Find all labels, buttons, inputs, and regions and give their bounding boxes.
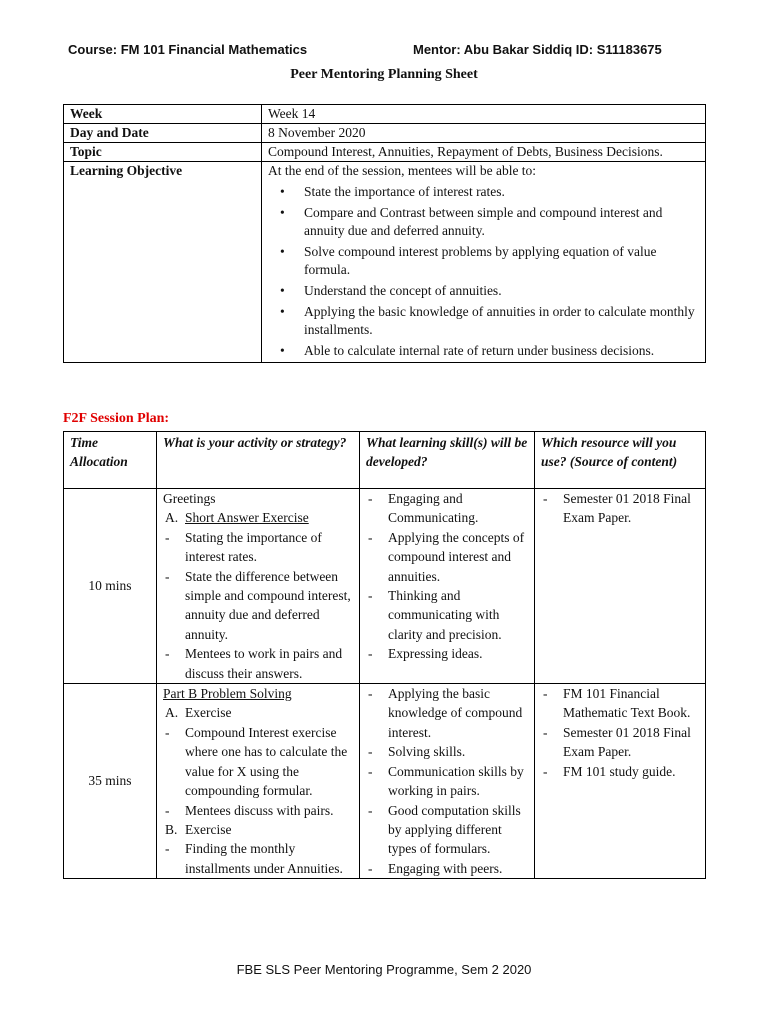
resource-item: - FM 101 Financial Mathematic Text Book. [541,684,699,723]
skill-item: - Good computation skills by applying different types of formulars. [366,801,528,859]
section-title: Exercise [185,705,232,721]
time-header: Time Allocation [64,432,157,489]
skills-list [366,489,528,664]
skill-item: - Thinking and communicating with clarity and precision. [366,586,528,644]
skills-list [366,684,528,878]
topic-row [64,143,706,162]
activity-header: What is your activity or strategy? [157,432,360,489]
skills-header: What learning skill(s) will be developed? [360,432,535,489]
plan-row-2 [64,684,706,879]
week-row [64,105,706,124]
date-value: 8 November 2020 [262,124,706,143]
skills-cell [360,489,535,684]
page-footer: FBE SLS Peer Mentoring Programme, Sem 2 2020 [236,962,532,977]
exercise-b-heading [163,820,353,839]
objective-item: • State the importance of interest rates. [268,183,699,201]
skill-item: - Solving skills. [366,742,528,761]
skill-item: - Communication skills by working in pairs. [366,762,528,801]
skill-item: - Engaging with peers. [366,859,528,878]
topic-value: Compound Interest, Annuities, Repayment of Debts, Business Decisions. [262,143,706,162]
skills-cell [360,684,535,879]
part-b-title: Part B Problem Solving [163,686,292,702]
activity-list [163,528,353,683]
objective-item: • Solve compound interest problems by applying equation of value formula. [268,243,699,279]
section-a-heading [163,508,353,527]
activity-item: - State the difference between simple and compound interest, annuity due and deferred annuity. [163,567,353,645]
objective-intro: At the end of the session, mentees will be able to: [268,163,537,178]
objective-row [64,162,706,363]
objective-item: • Applying the basic knowledge of annuities in order to calculate monthly installments. [268,303,699,339]
activity-item: - Finding the monthly installments under Annuities. [163,839,353,878]
activity-item: - Mentees to work in pairs and discuss their answers. [163,644,353,683]
exercise-a-heading [163,703,353,722]
objective-label: Learning Objective [64,162,262,363]
resource-list [541,489,699,528]
resource-header: Which resource will you use? (Source of content) [535,432,706,489]
objective-list [268,183,699,360]
resource-item: - Semester 01 2018 Final Exam Paper. [541,489,699,528]
activity-list [163,723,353,820]
skill-item: - Applying the basic knowledge of compound interest. [366,684,528,742]
resource-item: - Semester 01 2018 Final Exam Paper. [541,723,699,762]
activity-item: - Stating the importance of interest rates. [163,528,353,567]
section-title: Short Answer Exercise [185,510,309,526]
plan-row-1 [64,489,706,684]
topic-label: Topic [64,143,262,162]
objective-item: • Understand the concept of annuities. [268,282,699,300]
activity-cell [157,489,360,684]
course-label: Course: FM 101 Financial Mathematics [68,42,308,57]
resource-cell [535,684,706,879]
mentor-label: Mentor: Abu Bakar Siddiq ID: S11183675 [413,42,662,57]
activity-item: - Compound Interest exercise where one has to calculate the value for X using the compounding formular. [163,723,353,801]
info-table [63,104,706,363]
time-cell: 10 mins [64,489,157,684]
week-value: Week 14 [262,105,706,124]
activity-list [163,839,353,878]
greeting-text: Greetings [163,491,216,506]
activity-item: - Mentees discuss with pairs. [163,801,353,820]
week-label: Week [64,105,262,124]
document-title: Peer Mentoring Planning Sheet [290,67,478,82]
resource-item: - FM 101 study guide. [541,762,699,781]
skill-item: - Expressing ideas. [366,644,528,663]
date-label: Day and Date [64,124,262,143]
activity-cell [157,684,360,879]
session-plan-table [63,431,706,879]
date-row [64,124,706,143]
time-cell: 35 mins [64,684,157,879]
skill-item: - Engaging and Communicating. [366,489,528,528]
page-header [68,42,708,62]
section-letter: A. [165,510,179,526]
section-title: Exercise [185,821,232,837]
resource-list [541,684,699,781]
objective-item: • Able to calculate internal rate of return under business decisions. [268,342,699,360]
skill-item: - Applying the concepts of compound interest and annuities. [366,528,528,586]
plan-header-row [64,432,706,489]
objective-cell [262,162,706,363]
objective-item: • Compare and Contrast between simple and compound interest and annuity due and deferred annuity. [268,204,699,240]
resource-cell [535,489,706,684]
section-letter: B. [165,821,178,837]
section-letter: A. [165,705,179,721]
session-plan-title: F2F Session Plan: [63,411,170,426]
